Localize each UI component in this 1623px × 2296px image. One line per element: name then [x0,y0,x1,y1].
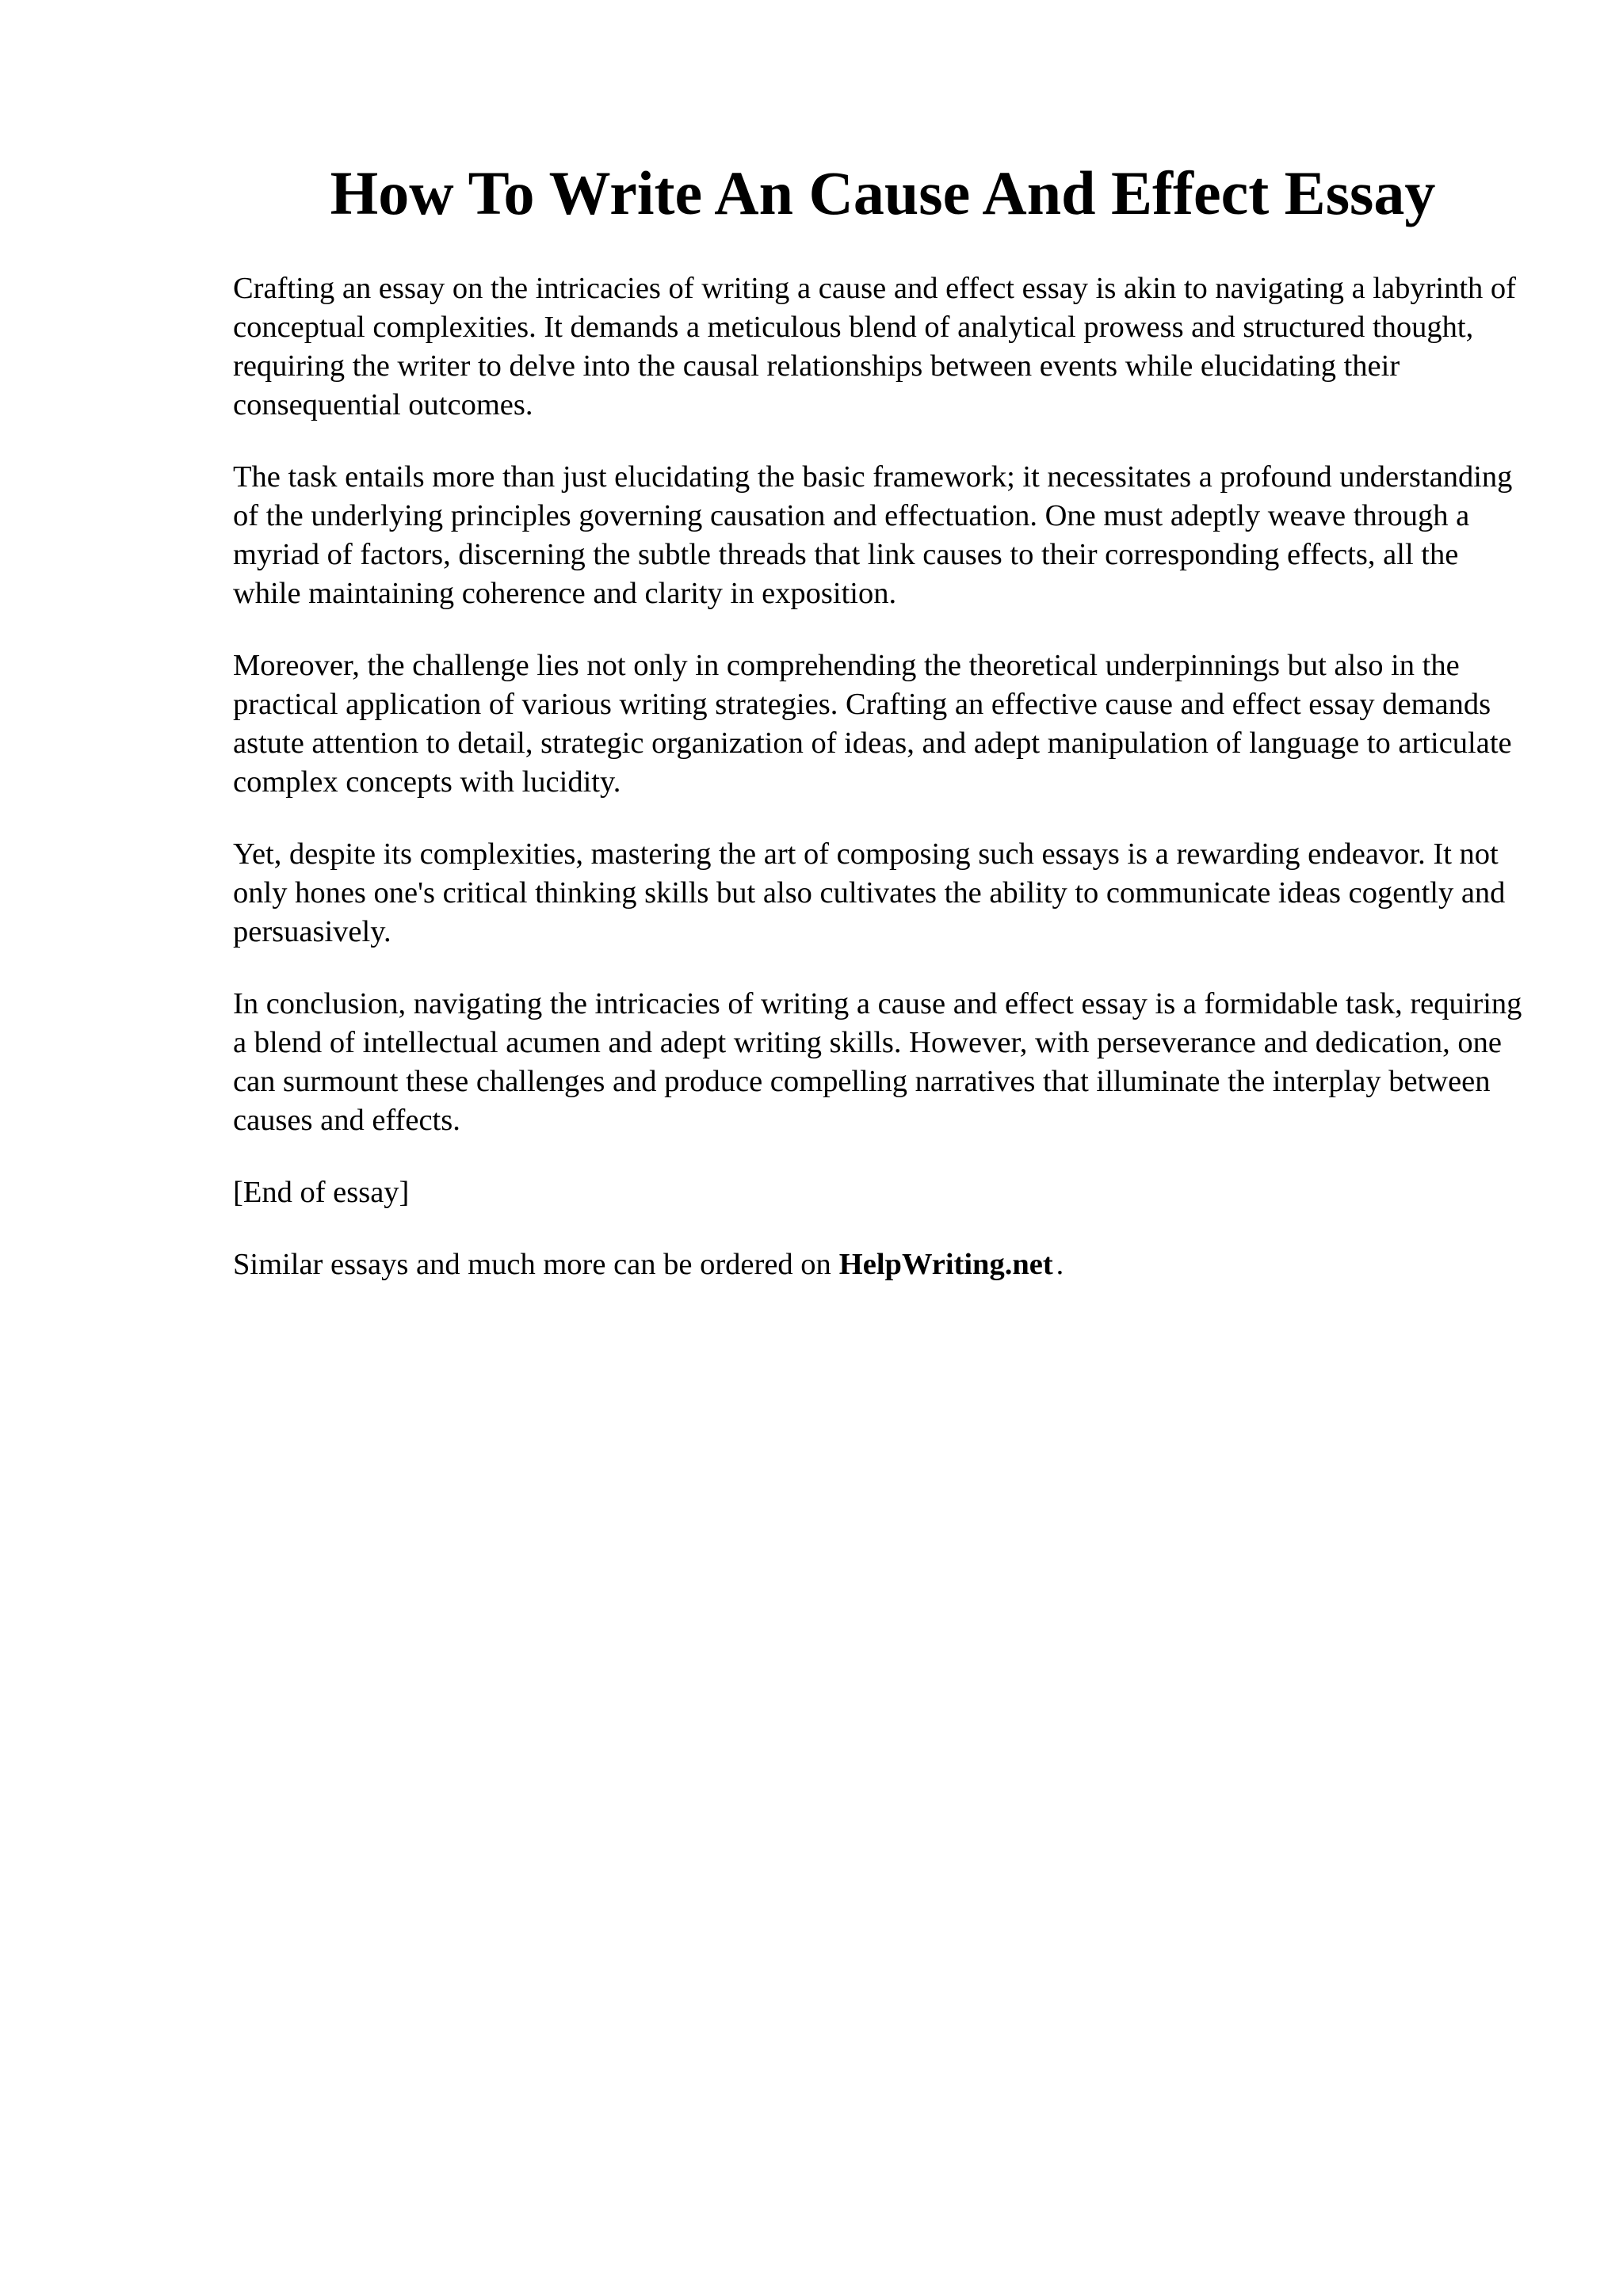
essay-paragraph-2: The task entails more than just elucidating the basic framework; it necessitates a profound understanding of the underlying principles governing causation and effectuation. One must adeptly weave through a myriad of factors, discerning the subtle threads that link causes to their corresponding effects, all the while maintaining coherence and clarity in exposition. [233,460,1513,610]
page-title: How To Write An Cause And Effect Essay [330,158,1436,227]
footer-period: . [1056,1248,1064,1281]
helpwriting-link[interactable]: HelpWriting.net [838,1248,1053,1281]
essay-paragraph-1: Crafting an essay on the intricacies of writing a cause and effect essay is akin to navigating a labyrinth of conceptual complexities. It demands a meticulous blend of analytical prowess and structured thought, requiring the writer to delve into the causal relationships between events while elucidating their consequential outcomes. [233,272,1516,421]
essay-paragraph-4: Yet, despite its complexities, mastering the art of composing such essays is a rewarding endeavor. It not only hones one's critical thinking skills but also cultivates the ability to communicate ideas cogently and persuasively. [233,837,1506,948]
footer-line [233,1245,1533,1284]
essay-body [233,269,1533,1318]
essay-paragraph-3: Moreover, the challenge lies not only in comprehending the theoretical underpinnings but also in the practical application of various writing strategies. Crafting an effective cause and effect essay demands astute attention to detail, strategic organization of ideas, and adept manipulation of language to articulate complex concepts with lucidity. [233,649,1512,799]
end-of-essay-marker: [End of essay] [233,1176,410,1209]
footer-text: Similar essays and much more can be ordered on [233,1248,831,1281]
essay-paragraph-5: In conclusion, navigating the intricacies of writing a cause and effect essay is a formidable task, requiring a blend of intellectual acumen and adept writing skills. However, with perseverance and dedication, one can surmount these challenges and produce compelling narratives that illuminate the interplay between causes and effects. [233,987,1522,1137]
